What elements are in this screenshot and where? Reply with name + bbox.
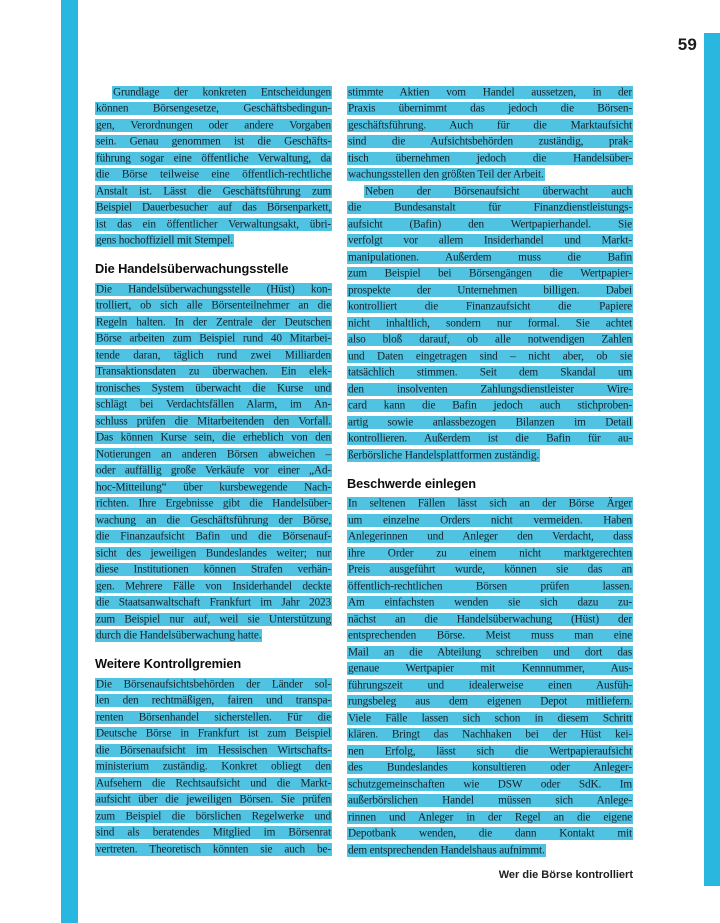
body-line xyxy=(347,84,633,101)
body-line xyxy=(347,200,633,217)
highlighted-text: öffentlich-rechtlichen Börsen prüfen lassen. xyxy=(348,580,632,592)
highlighted-text: Grundlage der konkreten Entscheidungen xyxy=(113,86,331,98)
body-line xyxy=(347,842,633,859)
highlighted-text: Regeln halten. In der Zentrale der Deutschen xyxy=(96,316,331,328)
body-line xyxy=(347,315,633,332)
body-line xyxy=(347,611,633,628)
highlighted-text: manipulationen. Außerdem muss die Bafin xyxy=(348,251,632,263)
highlighted-text: schluss prüfen die Mitarbeitenden den Vorfall. xyxy=(96,415,331,427)
highlighted-text: kontrolliert die Finanzaufsicht die Papiere xyxy=(348,300,632,313)
paragraph xyxy=(95,84,332,249)
body-line xyxy=(347,760,633,777)
highlighted-text: führung sogar eine öffentliche Verwaltung, da xyxy=(96,152,331,164)
paragraph xyxy=(347,84,633,183)
highlighted-text: tronisches System überwacht die Kurse und xyxy=(96,382,331,394)
body-line xyxy=(95,314,332,331)
highlighted-text: Beispiel Dauerbesucher auf das Börsenparkett, xyxy=(96,201,331,214)
highlighted-text: nen Erfolg, lässt sich die Wertpapieraufsicht xyxy=(348,745,632,757)
highlighted-text: außerbörslichen Handel müssen sich Anlege- xyxy=(348,794,632,807)
body-line xyxy=(95,709,332,726)
body-line xyxy=(95,233,332,250)
highlighted-text: card kann die Bafin jedoch auch stichproben- xyxy=(348,399,632,412)
body-line xyxy=(347,101,633,118)
body-line xyxy=(95,446,332,463)
highlighted-text: gen, Verordnungen oder andere Vorgaben xyxy=(96,119,331,131)
highlighted-text: verfolgt vor allem Insiderhandel und Markt- xyxy=(348,234,632,247)
body-line xyxy=(95,413,332,430)
body-line xyxy=(347,496,633,513)
highlighted-text: gens hochoffiziell mit Stempel. xyxy=(96,234,233,247)
body-line xyxy=(95,529,332,546)
highlighted-text: klären. Bringt das Nachhaken bei der Hüst kei- xyxy=(348,728,632,741)
paragraph xyxy=(95,676,332,858)
body-line xyxy=(95,578,332,595)
body-line xyxy=(95,512,332,529)
highlighted-text: Depotbank wenden, die dann Kontakt mit xyxy=(348,827,632,840)
highlighted-text: durch die Handelsüberwachung hatte. xyxy=(96,629,262,642)
body-line xyxy=(347,249,633,266)
body-line xyxy=(95,298,332,315)
body-line xyxy=(347,562,633,579)
highlighted-text: tende daran, täglich rund zwei Milliarden xyxy=(96,349,331,361)
section-heading: Beschwerde einlegen xyxy=(347,475,476,491)
page-edge-bar-left xyxy=(61,0,78,923)
body-line xyxy=(347,398,633,415)
highlighted-text: hoc-Mitteilung“ über kursbewegende Nach- xyxy=(96,481,331,493)
highlighted-text: tatsächlich stimmen. Seit dem Skandal um xyxy=(348,366,632,379)
body-line xyxy=(95,200,332,217)
highlighted-text: artig sowie anlassbezogen Bilanzen im Detail xyxy=(348,416,632,428)
body-line xyxy=(347,545,633,562)
body-line xyxy=(347,727,633,744)
highlighted-text: nicht inhaltlich, sondern nur formal. Sie achtet xyxy=(348,317,632,329)
body-line xyxy=(95,792,332,809)
body-line xyxy=(347,282,633,299)
highlighted-text: sind als beratendes Mitglied im Börsenrat xyxy=(96,826,331,839)
highlighted-text: zum Beispiel bei Börsengängen die Wertpapier- xyxy=(348,267,632,280)
highlighted-text: nächst an die Handelsüberwachung (Hüst) der xyxy=(348,613,632,625)
highlighted-text: Praxis übernimmt das jedoch die Börsen- xyxy=(348,102,632,115)
body-line xyxy=(347,332,633,349)
body-line xyxy=(347,447,633,464)
highlighted-text: In seltenen Fällen lässt sich an der Börse Ärger xyxy=(348,497,632,510)
highlighted-text: Notierungen an anderen Börsen abweichen – xyxy=(96,448,331,460)
highlighted-text: tisch übernehmen jedoch die Handelsüber- xyxy=(348,152,632,164)
body-line xyxy=(347,414,633,431)
highlighted-text: trolliert, ob sich alle Börsenteilnehmer an die xyxy=(96,299,331,312)
body-line xyxy=(95,775,332,792)
page-edge-bar-right xyxy=(704,33,720,886)
body-line xyxy=(95,183,332,200)
highlighted-text: schutzgemeinschaften wie DSW oder SdK. Im xyxy=(348,778,632,790)
body-line xyxy=(347,595,633,612)
highlighted-text: rinnen und Anleger in der Regel an die eigene xyxy=(348,811,632,823)
highlighted-text: ist das ein öffentlicher Verwaltungsakt, übri- xyxy=(96,218,331,230)
highlighted-text: die Börse teilweise eine öffentlich-rechtliche xyxy=(96,168,331,181)
body-line xyxy=(347,578,633,595)
highlighted-text: Anstalt ist. Lässt die Geschäftsführung zum xyxy=(96,185,331,197)
paragraph xyxy=(347,496,633,859)
highlighted-text: rungsbeleg aus dem eigenen Depot mitliefern. xyxy=(348,695,632,708)
body-line xyxy=(347,529,633,546)
highlighted-text: gen. Mehrere Fälle von Insiderhandel deckte xyxy=(96,580,331,592)
body-line xyxy=(347,431,633,448)
highlighted-text: also bloß darauf, ob alle notwendigen Zahlen xyxy=(348,333,632,346)
body-line xyxy=(347,365,633,382)
highlighted-text: Die Handelsüberwachungsstelle (Hüst) kon- xyxy=(96,283,331,295)
body-line xyxy=(95,167,332,184)
highlighted-text: die Staatsanwaltschaft Frankfurt im Jahr 2023 xyxy=(96,596,331,609)
highlighted-text: Am einfachsten wenden sie sich dazu zu- xyxy=(348,596,632,609)
highlighted-text: ihre Order zu einem nicht marktgerechten xyxy=(348,547,632,559)
body-line xyxy=(95,611,332,628)
body-line xyxy=(95,101,332,118)
paragraph xyxy=(95,281,332,644)
section-heading: Weitere Kontrollgremien xyxy=(95,656,242,671)
highlighted-text: stimmte Aktien vom Handel aussetzen, in der xyxy=(348,86,632,98)
text-column-left xyxy=(95,84,332,858)
body-line xyxy=(95,595,332,612)
body-line xyxy=(347,793,633,810)
highlighted-text: können Börsengesetze, Geschäftsbedingun- xyxy=(96,102,331,115)
paragraph xyxy=(347,183,633,464)
body-line xyxy=(95,676,332,693)
body-line xyxy=(347,167,633,184)
body-line xyxy=(347,266,633,283)
body-line xyxy=(95,134,332,151)
highlighted-text: aufsicht (Bafin) den Wertpapierhandel. Sie xyxy=(348,218,632,230)
body-line xyxy=(347,677,633,694)
highlighted-text: Transaktionsdaten zu überwachen. Ein elek- xyxy=(96,365,331,378)
highlighted-text: Preis ausgeführt wurde, können sie das an xyxy=(348,563,632,576)
highlighted-text: prospekte der Unternehmen billigen. Dabei xyxy=(348,284,632,296)
body-line xyxy=(95,545,332,562)
highlighted-text: des Bundeslandes konsultieren oder Anleger- xyxy=(348,761,632,774)
highlighted-text: sein. Genau genommen ist die Geschäfts- xyxy=(96,135,331,148)
highlighted-text: die Finanzaufsicht Bafin und die Börsenauf- xyxy=(96,530,331,543)
highlighted-text: führungszeit und idealerweise einen Ausfüh- xyxy=(348,679,632,691)
body-line xyxy=(95,216,332,233)
section-heading: Die Handelsüberwachungsstelle xyxy=(95,261,289,276)
highlighted-text: Aufsehern die Rechtsaufsicht und die Markt- xyxy=(96,777,331,789)
highlighted-text: len den rechtmäßigen, fairen und transpa- xyxy=(96,694,331,707)
body-line xyxy=(347,644,633,661)
body-line xyxy=(95,742,332,759)
body-line xyxy=(347,826,633,843)
body-line xyxy=(95,759,332,776)
body-line xyxy=(95,463,332,480)
body-line xyxy=(95,380,332,397)
highlighted-text: um einzelne Orders nicht vermeiden. Haben xyxy=(348,514,632,526)
highlighted-text: entsprechenden Börse. Meist muss man eine xyxy=(348,629,632,642)
highlighted-text: ßerbörsliche Handelsplattformen zuständig. xyxy=(348,449,540,461)
highlighted-text: Anlegerinnen und Anleger den Verdacht, dass xyxy=(348,530,632,543)
body-line xyxy=(347,694,633,711)
body-line xyxy=(95,808,332,825)
body-line xyxy=(347,216,633,233)
body-line xyxy=(95,331,332,348)
body-line xyxy=(95,562,332,579)
body-line xyxy=(95,841,332,858)
highlighted-text: den insolventen Zahlungsdienstleister Wire- xyxy=(348,383,632,395)
highlighted-text: geschäftsführung. Auch für die Marktaufsicht xyxy=(348,119,632,131)
highlighted-text: sind die Aufsichtsbehörden zuständig, prak- xyxy=(348,135,632,148)
body-line xyxy=(95,84,332,101)
highlighted-text: aufsicht über die jeweiligen Börsen. Sie prüfen xyxy=(96,793,331,806)
body-line xyxy=(347,776,633,793)
highlighted-text: kontrollieren. Außerdem ist die Bafin für au- xyxy=(348,432,632,445)
highlighted-text: und Daten eingetragen sind – nicht aber, ob sie xyxy=(348,350,632,362)
highlighted-text: genaue Wertpapier mit Kennnummer, Aus- xyxy=(348,662,632,675)
highlighted-text: zum Beispiel nur auf, weil sie Unterstützung xyxy=(96,613,331,625)
highlighted-text: sicht des jeweiligen Bundeslandes weiter; nur xyxy=(96,547,331,559)
body-line xyxy=(347,710,633,727)
highlighted-text: Mail an die Abteilung schreiben und dort das xyxy=(348,646,632,658)
running-footer: Wer die Börse kontrolliert xyxy=(498,869,633,881)
body-line xyxy=(95,693,332,710)
body-line xyxy=(347,299,633,316)
body-line xyxy=(347,134,633,151)
highlighted-text: Die Börsenaufsichtsbehörden der Länder sol- xyxy=(96,678,331,690)
body-line xyxy=(347,743,633,760)
highlighted-text: die Börsenaufsicht im Hessischen Wirtschafts- xyxy=(96,744,331,756)
body-line xyxy=(95,397,332,414)
body-line xyxy=(347,117,633,134)
body-line xyxy=(347,809,633,826)
body-line xyxy=(95,496,332,513)
highlighted-text: Deutsche Börse in Frankfurt ist zum Beispiel xyxy=(96,727,331,740)
body-line xyxy=(95,825,332,842)
body-line xyxy=(95,347,332,364)
body-line xyxy=(347,233,633,250)
highlighted-text: ministerium zuständig. Konkret obliegt den xyxy=(96,760,331,773)
body-line xyxy=(347,348,633,365)
highlighted-text: richten. Ihre Ergebnisse gibt die Handelsüber- xyxy=(96,497,331,510)
highlighted-text: wachung an die Geschäftsführung der Börse, xyxy=(96,514,331,526)
body-line xyxy=(347,512,633,529)
body-line xyxy=(95,117,332,134)
highlighted-text: Das können Kurse sein, die erheblich von den xyxy=(96,431,331,444)
body-line xyxy=(347,183,633,200)
highlighted-text: die Bundesanstalt für Finanzdienstleistungs- xyxy=(348,201,632,214)
body-line xyxy=(95,726,332,743)
body-line xyxy=(95,628,332,645)
highlighted-text: Neben der Börsenaufsicht überwacht auch xyxy=(365,185,632,197)
highlighted-text: dem entsprechenden Handelshaus aufnimmt. xyxy=(348,844,545,856)
body-line xyxy=(95,150,332,167)
highlighted-text: oder auffällig große Verkäufe vor einer „Ad- xyxy=(96,464,331,477)
body-line xyxy=(95,430,332,447)
highlighted-text: Viele Fälle lassen sich schon in diesem Schritt xyxy=(348,712,632,724)
body-line xyxy=(347,381,633,398)
highlighted-text: vertreten. Theoretisch könnten sie auch be- xyxy=(96,843,331,855)
body-line xyxy=(347,661,633,678)
body-line xyxy=(347,150,633,167)
body-line xyxy=(95,479,332,496)
highlighted-text: schlägt bei Verdachtsfällen Alarm, im An- xyxy=(96,398,331,411)
highlighted-text: zum Beispiel die börslichen Regelwerke und xyxy=(96,810,331,822)
highlighted-text: wachungsstellen den größten Teil der Arbeit. xyxy=(348,168,544,181)
highlighted-text: Börse arbeiten zum Beispiel rund 40 Mitarbei- xyxy=(96,332,331,345)
body-line xyxy=(95,364,332,381)
text-column-right xyxy=(347,84,633,859)
page-number: 59 xyxy=(677,35,697,54)
highlighted-text: renten Börsenhandel sicherstellen. Für die xyxy=(96,711,331,723)
highlighted-text: diese Institutionen können Strafen verhän- xyxy=(96,563,331,576)
body-line xyxy=(347,628,633,645)
body-line xyxy=(95,281,332,298)
